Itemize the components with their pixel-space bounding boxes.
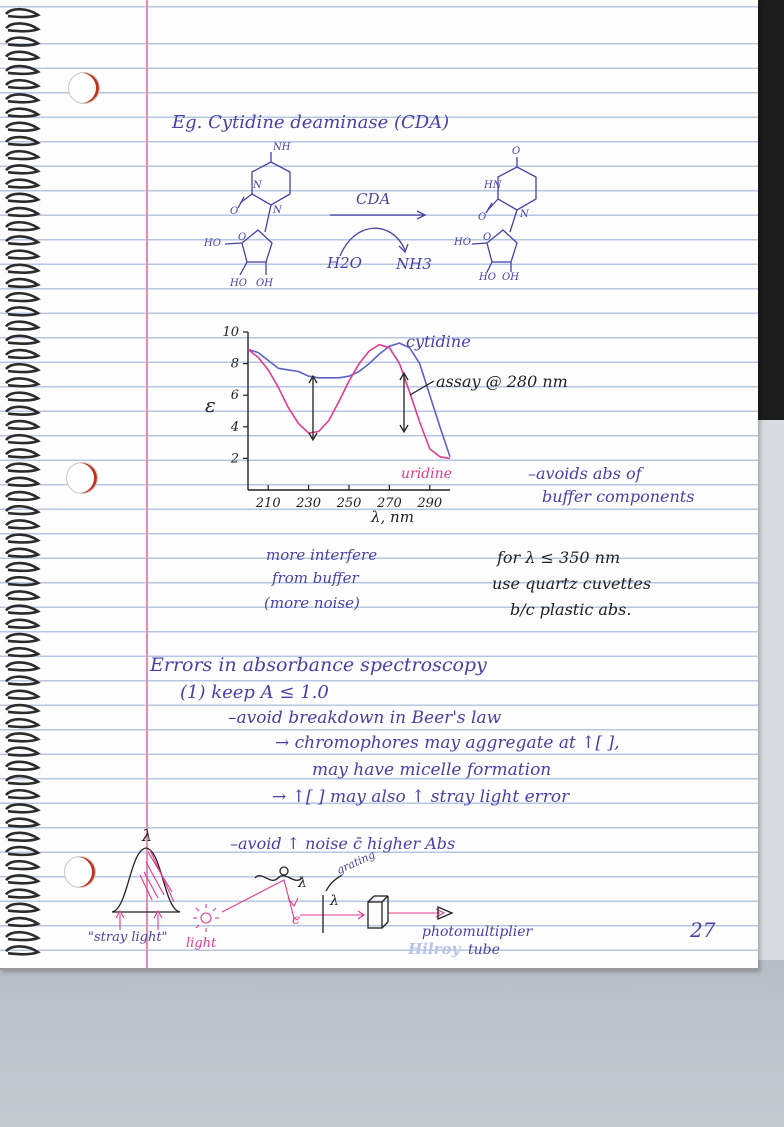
cytidine-ho5-label: HO bbox=[204, 238, 221, 249]
errors-item-1: (1) keep A ≤ 1.0 bbox=[180, 682, 329, 703]
stray-light-label: "stray light" bbox=[88, 930, 168, 945]
c-label: c bbox=[292, 912, 300, 928]
more-interfere-1: more interfere bbox=[266, 546, 378, 564]
y-tick-label: 6 bbox=[230, 388, 239, 404]
uridine-n1-label: N bbox=[520, 209, 529, 220]
legend-cytidine: cytidine bbox=[406, 332, 471, 351]
desk-edge-light bbox=[758, 420, 784, 960]
errors-heading: Errors in absorbance spectroscopy bbox=[150, 654, 487, 676]
watermark-logo: Hilroy bbox=[408, 940, 461, 958]
more-interfere-3: (more noise) bbox=[264, 594, 360, 612]
y-tick-label: 2 bbox=[230, 451, 239, 467]
example-title: Eg. Cytidine deaminase (CDA) bbox=[172, 112, 450, 133]
y-tick-label: 8 bbox=[230, 356, 239, 372]
cytidine-carbonyl-label: O bbox=[230, 206, 239, 217]
pmt-label-2: tube bbox=[468, 942, 500, 958]
legend-uridine: uridine bbox=[401, 466, 452, 482]
x-tick-label: 290 bbox=[417, 496, 443, 511]
page-number: 27 bbox=[690, 918, 716, 942]
uridine-hn-label: HN bbox=[484, 180, 502, 191]
errors-avoid-1: –avoid breakdown in Beer's law bbox=[228, 708, 502, 728]
peak-lambda-label: λ bbox=[142, 826, 153, 845]
enzyme-label: CDA bbox=[356, 190, 391, 208]
quartz-note-1: for λ ≤ 350 nm bbox=[497, 548, 621, 567]
grating-label: grating bbox=[334, 847, 378, 877]
uridine-carbonyl-label: O bbox=[512, 146, 521, 157]
reflect-lambda-label: λ bbox=[298, 875, 307, 891]
x-tick-label: 250 bbox=[336, 496, 362, 511]
y-tick-label: 10 bbox=[222, 325, 239, 340]
desk-background bbox=[0, 960, 784, 1127]
y-axis-label: ε bbox=[205, 393, 216, 417]
x-tick-label: 270 bbox=[376, 496, 402, 511]
assay-note: assay @ 280 nm bbox=[436, 372, 568, 391]
quartz-note-3: b/c plastic abs. bbox=[510, 600, 632, 619]
water-label: H2O bbox=[327, 254, 362, 272]
uridine-ho5-label: HO bbox=[454, 237, 471, 248]
more-interfere-2: from buffer bbox=[272, 569, 359, 587]
x-axis-label: λ, nm bbox=[371, 508, 414, 526]
cytidine-n1-label: N bbox=[273, 205, 282, 216]
errors-arrow-1: → chromophores may aggregate at ↑[ ], bbox=[275, 733, 620, 753]
desk-edge-dark bbox=[758, 0, 784, 420]
cytidine-ring-o-label: O bbox=[238, 232, 247, 243]
cytidine-oh3-label: OH bbox=[256, 278, 273, 289]
cytidine-amine-label: NH bbox=[273, 142, 291, 153]
avoids-note-1: –avoids abs of bbox=[528, 464, 642, 483]
y-tick-label: 4 bbox=[230, 419, 239, 435]
errors-arrow-1b: may have micelle formation bbox=[312, 760, 552, 780]
uridine-ring-o-label: O bbox=[483, 232, 492, 243]
slit-lambda-label: λ bbox=[330, 893, 339, 909]
pmt-label-1: photomultiplier bbox=[422, 924, 533, 940]
uridine-oh3-label: OH bbox=[502, 272, 519, 283]
cytidine-ho2-label: HO bbox=[230, 278, 247, 289]
errors-avoid-2: –avoid ↑ noise c̄ higher Abs bbox=[230, 834, 456, 853]
ammonia-label: NH3 bbox=[396, 255, 432, 273]
cytidine-n3-label: N bbox=[253, 180, 262, 191]
avoids-note-2: buffer components bbox=[542, 487, 695, 506]
errors-arrow-2: → ↑[ ] may also ↑ stray light error bbox=[272, 787, 570, 807]
quartz-note-2: use quartz cuvettes bbox=[492, 574, 652, 593]
uridine-carbonyl2-label: O bbox=[478, 212, 487, 223]
x-tick-label: 210 bbox=[255, 496, 281, 511]
uridine-ho2-label: HO bbox=[479, 272, 496, 283]
light-source-label: light bbox=[186, 936, 217, 951]
x-tick-label: 230 bbox=[296, 496, 322, 511]
